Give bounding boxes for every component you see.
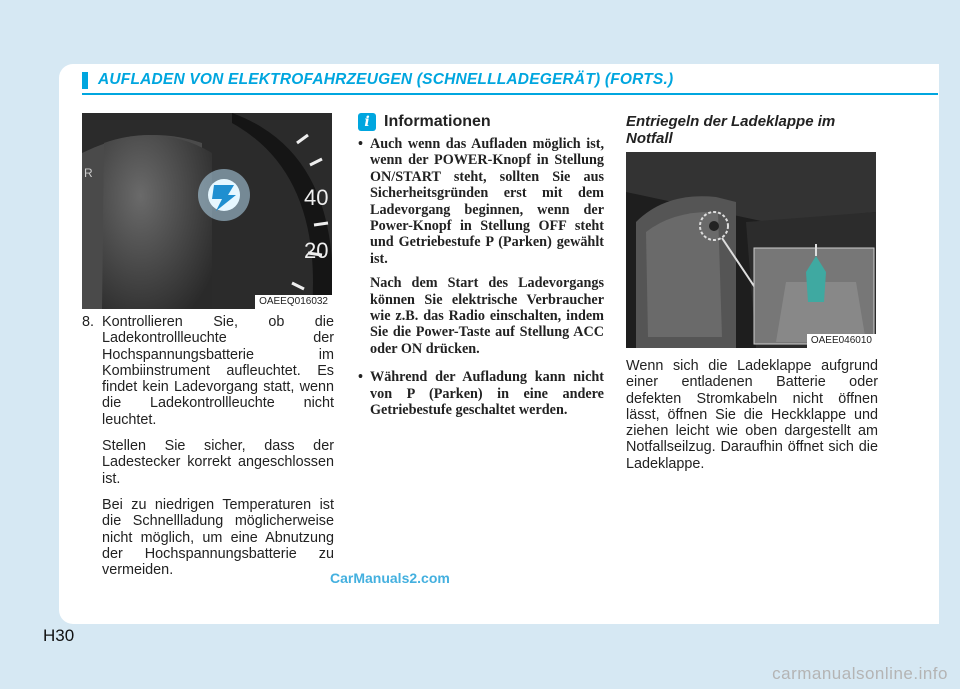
cluster-figure xyxy=(82,113,332,309)
step-number: 8. xyxy=(82,314,95,330)
info-icon: i xyxy=(358,113,376,131)
gauge-label-40: 40 xyxy=(304,185,329,210)
figure-code: OAEE046010 xyxy=(807,334,876,348)
column-right xyxy=(626,113,878,482)
footer-watermark: carmanualsonline.info xyxy=(772,664,948,683)
section-header xyxy=(82,71,938,89)
bullet-icon: • xyxy=(358,136,363,152)
trunk-figure xyxy=(626,152,876,348)
section-title: AUFLADEN VON ELEKTROFAHRZEUGEN (SCHNELLLADEGERÄT) (FORTS.) xyxy=(98,71,674,88)
bullet-text: Nach dem Start des Ladevorgangs können Sie elektrische Verbraucher wie z.B. das Radio einschalten, indem Sie die Power-Taste auf Stellung ACC oder ON drücken. xyxy=(370,275,604,357)
watermark: CarManuals2.com xyxy=(330,570,450,586)
emergency-text: Wenn sich die Ladeklappe aufgrund einer entladenen Batterie oder defekten Stromkabeln nicht öffnen lässt, öffnen Sie die Heckklappe und ziehen leicht wie oben dargestellt am Notfallseilzug. Daraufhin öffnet sich die Ladeklappe. xyxy=(626,358,878,472)
step-text: Stellen Sie sicher, dass der Ladestecker korrekt angeschlossen ist. xyxy=(102,438,334,487)
bullet-text: Während der Aufladung kann nicht von P (Parken) in eine andere Getriebestufe geschaltet werden. xyxy=(370,369,604,419)
gauge-label-20: 20 xyxy=(304,238,329,263)
header-marker xyxy=(82,72,88,89)
bullet-text: Auch wenn das Aufladen möglich ist, wenn der POWER-Knopf in Stellung ON/START steht, sollten Sie aus Sicherheitsgründen erst mit dem Ladevorgang beginnen, wenn der Power-Knopf in Stellung OFF steht und Getriebestufe P (Parken) gewählt ist. xyxy=(370,136,604,267)
column-left xyxy=(82,113,334,588)
trunk-release-illustration xyxy=(626,152,876,348)
step-8 xyxy=(82,314,334,588)
svg-text:R: R xyxy=(84,166,93,180)
column-middle xyxy=(358,113,604,423)
emergency-title: Entriegeln der Ladeklappe im Notfall xyxy=(626,113,836,147)
header-rule xyxy=(82,93,938,95)
info-bullet xyxy=(358,136,604,365)
step-text: Kontrollieren Sie, ob die Ladekontrollleuchte der Hochspannungsbatterie im Kombiinstrument aufleuchtet. Es findet kein Ladevorgang statt, wenn die Ladekontrollleuchte nicht leuchtet. xyxy=(102,314,334,428)
figure-code: OAEEQ016032 xyxy=(255,295,332,309)
page-number: H30 xyxy=(43,626,75,645)
instrument-cluster-illustration xyxy=(82,113,332,309)
info-header xyxy=(358,113,604,131)
charging-lamp-icon xyxy=(198,169,250,221)
step-text: Bei zu niedrigen Temperaturen ist die Schnellladung möglicherweise nicht möglich, um eine Abnutzung der Hochspannungsbatterie zu vermeiden. xyxy=(102,496,334,579)
info-title: Informationen xyxy=(384,112,491,130)
bullet-icon: • xyxy=(358,369,363,386)
info-bullet xyxy=(358,369,604,418)
